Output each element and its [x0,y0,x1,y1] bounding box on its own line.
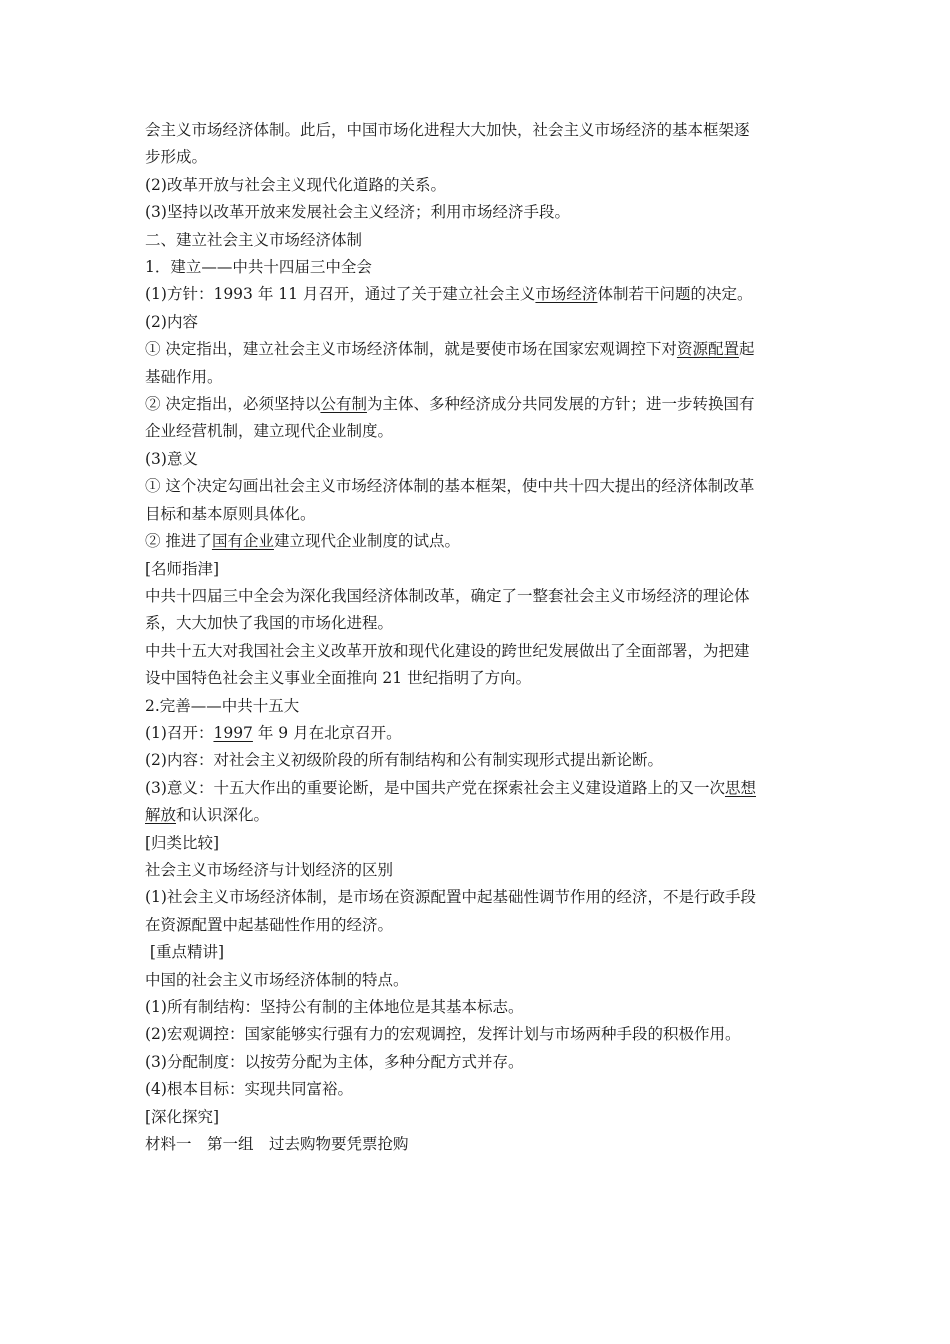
underlined-term: 市场经济 [535,285,598,304]
text-segment: (1)所有制结构：坚持公有制的主体地位是其基本标志。 [145,998,524,1016]
underlined-term: 国有企业 [211,532,274,551]
underlined-term: 解放 [145,806,177,825]
text-segment: (1)方针：1993 年 11 月召开，通过了关于建立社会主义 [145,285,536,304]
text-line [145,172,815,199]
text-line [145,336,815,363]
text-line [145,1076,815,1103]
text-segment: 企业经营机制，建立现代企业制度。 [145,422,394,441]
text-line [145,227,815,254]
text-segment: 为主体、多种经济成分共同发展的方针；进一步转换国有 [366,395,755,414]
text-segment: 2.完善——中共十五大 [145,696,300,715]
text-line [145,775,815,802]
text-segment: ① 这个决定勾画出社会主义市场经济体制的基本框架，使中共十四大提出的经济体制改革 [145,477,755,496]
text-segment: 材料一 第一组 过去购物要凭票抢购 [145,1135,409,1154]
text-segment: (3)分配制度：以按劳分配为主体，多种分配方式并存。 [145,1052,524,1071]
text-line [145,473,815,500]
text-segment: 1．建立——中共十四届三中全会 [145,258,372,277]
text-line [145,391,815,418]
text-line [145,967,815,994]
text-line [145,610,815,637]
text-segment: (2)宏观调控：国家能够实行强有力的宏观调控，发挥计划与市场两种手段的积极作用。 [145,1025,741,1044]
text-line [145,199,815,226]
text-segment: 在资源配置中起基础性作用的经济。 [145,915,394,934]
underlined-term: 资源配置 [676,340,739,359]
text-line [145,939,815,966]
text-segment: 基础作用。 [145,367,223,386]
text-line [145,747,815,774]
text-line [145,117,815,144]
text-line [145,693,815,720]
text-line [145,254,815,281]
text-segment: [归类比较] [145,833,220,852]
text-segment: 中共十五大对我国社会主义改革开放和现代化建设的跨世纪发展做出了全面部署，为把建 [145,641,750,660]
text-segment: 中共十四届三中全会为深化我国经济体制改革，确定了一整套社会主义市场经济的理论体 [145,586,750,605]
text-segment: 目标和基本原则具体化。 [145,504,316,523]
document-body [145,117,815,1158]
text-line [145,884,815,911]
text-line [145,638,815,665]
text-segment: (1)社会主义市场经济体制，是市场在资源配置中起基础性调节作用的经济，不是行政手段 [145,888,756,907]
text-segment: 设中国特色社会主义事业全面推向 21 世纪指明了方向。 [145,669,532,688]
text-segment: 系，大大加快了我国的市场化进程。 [145,614,394,633]
text-segment: ② 决定指出，必须坚持以 [145,395,321,414]
text-segment: [重点精讲] [145,943,225,962]
text-line [145,364,815,391]
text-segment: (2)改革开放与社会主义现代化道路的关系。 [145,175,446,194]
text-line [145,583,815,610]
text-segment: 社会主义市场经济与计划经济的区别 [145,860,394,879]
text-line [145,665,815,692]
text-line [145,556,815,583]
text-segment: 体制若干问题的决定。 [597,285,753,304]
text-line [145,528,815,555]
text-segment: 年 9 月在北京召开。 [252,723,402,742]
text-segment: 会主义市场经济体制。此后，中国市场化进程大大加快，社会主义市场经济的基本框架逐 [145,121,750,139]
text-segment: [名师指津] [145,559,220,578]
text-segment: (3)坚持以改革开放来发展社会主义经济；利用市场经济手段。 [145,203,570,222]
text-line [145,418,815,445]
text-line [145,1131,815,1158]
text-line [145,720,815,747]
text-segment: (3)意义 [145,449,198,468]
text-segment: ① 决定指出，建立社会主义市场经济体制，就是要使市场在国家宏观调控下对 [145,340,677,359]
text-line [145,912,815,939]
text-segment: (1)召开： [145,723,214,742]
underlined-term: 思想 [724,778,756,797]
text-line [145,1021,815,1048]
underlined-term: 公有制 [320,395,367,414]
text-segment: 建立现代企业制度的试点。 [273,532,460,551]
text-segment: (3)意义：十五大作出的重要论断，是中国共产党在探索社会主义建设道路上的又一次 [145,778,725,797]
text-segment: ② 推进了 [145,532,212,551]
text-segment: 二、建立社会主义市场经济体制 [145,230,363,249]
text-line [145,830,815,857]
text-line [145,501,815,528]
text-segment: 步形成。 [145,148,208,167]
text-line [145,802,815,829]
text-segment: (2)内容 [145,312,198,331]
text-line [145,857,815,884]
text-line [145,1104,815,1131]
text-line [145,144,815,171]
text-segment: 起 [738,340,755,359]
text-line [145,1049,815,1076]
text-line [145,446,815,473]
text-line [145,281,815,308]
text-segment: (4)根本目标：实现共同富裕。 [145,1080,353,1099]
text-line [145,994,815,1021]
text-line [145,309,815,336]
text-segment: 中国的社会主义市场经济体制的特点。 [145,970,409,989]
underlined-term: 1997 [213,723,253,742]
text-segment: [深化探究] [145,1107,220,1126]
text-segment: 和认识深化。 [176,806,270,825]
text-segment: (2)内容：对社会主义初级阶段的所有制结构和公有制实现形式提出新论断。 [145,751,663,770]
